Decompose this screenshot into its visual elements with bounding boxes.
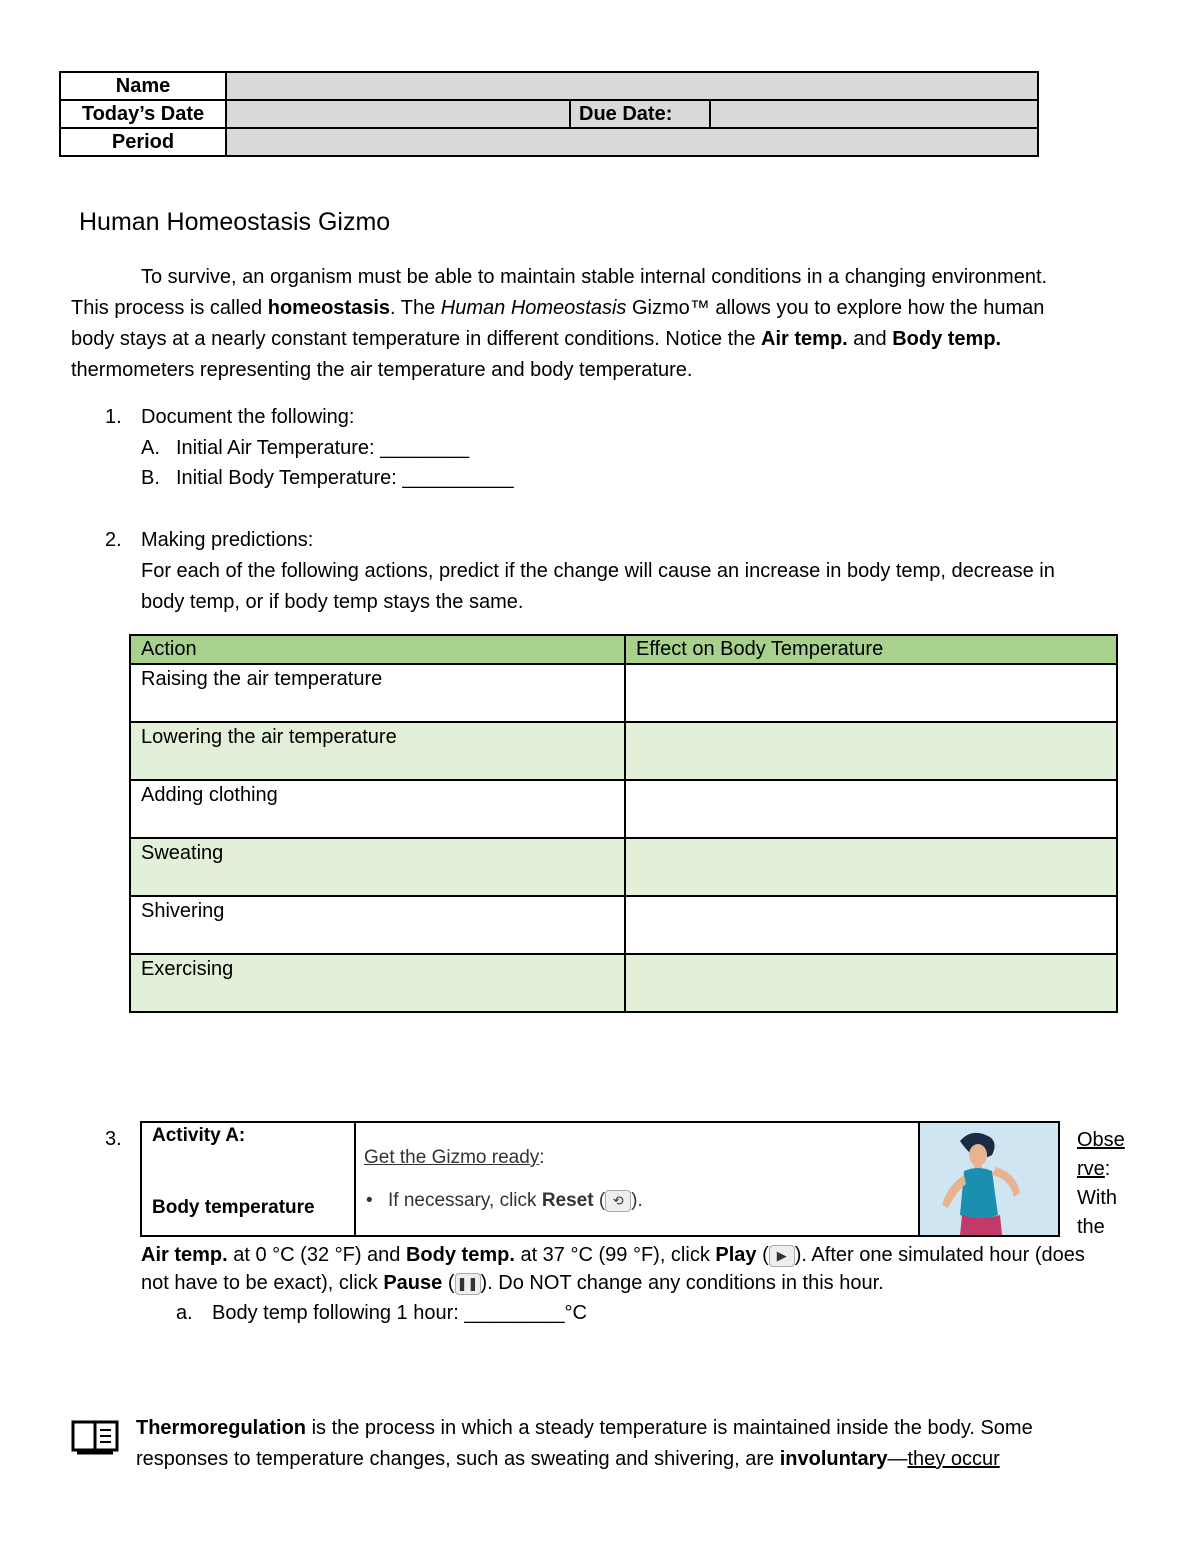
- table-row-action: Shivering: [130, 896, 625, 954]
- table-row-effect[interactable]: [625, 664, 1117, 722]
- student-info-table: [59, 71, 1039, 157]
- period-label: Period: [60, 128, 226, 156]
- table-row-effect[interactable]: [625, 954, 1117, 1012]
- q3-number: 3.: [105, 1128, 122, 1150]
- table-row-action: Lowering the air temperature: [130, 722, 625, 780]
- table-row-action: Adding clothing: [130, 780, 625, 838]
- get-ready-label: Get the Gizmo ready:: [364, 1147, 545, 1168]
- q3-line-1: Air temp. at 0 °C (32 °F) and Body temp. at 37 °C (99 °F), click Play ( ▶ ). After one simulated hour (does: [141, 1244, 1085, 1266]
- q1-text: Document the following:: [141, 406, 355, 428]
- table-row-effect[interactable]: [625, 780, 1117, 838]
- period-field[interactable]: [226, 128, 1038, 156]
- due-date-label: Due Date:: [570, 100, 710, 128]
- q2-line-2: body temp, or if body temp stays the same.: [141, 591, 524, 613]
- date-field[interactable]: [226, 100, 570, 128]
- runner-illustration: [920, 1123, 1058, 1235]
- q1-b-letter: B.: [141, 467, 160, 489]
- q2-number: 2.: [105, 529, 122, 551]
- page-title: Human Homeostasis Gizmo: [79, 208, 391, 236]
- date-label: Today’s Date: [60, 100, 226, 128]
- activity-title: Activity A:: [152, 1125, 246, 1146]
- activity-title-cell: [142, 1123, 356, 1235]
- name-field[interactable]: [226, 72, 1038, 100]
- q1-a-letter: A.: [141, 437, 160, 459]
- play-icon[interactable]: ▶: [769, 1245, 795, 1267]
- book-icon: [71, 1418, 119, 1461]
- intro-line-3: body stays at a nearly constant temperature in different conditions. Notice the Air temp. and Body temp.: [71, 328, 1002, 350]
- q2-text: Making predictions:: [141, 529, 314, 551]
- footer-line-2: responses to temperature changes, such as sweating and shivering, are involuntary—they occur: [136, 1448, 1000, 1470]
- intro-line-4: thermometers representing the air temperature and body temperature.: [71, 359, 693, 381]
- table-row-effect[interactable]: [625, 838, 1117, 896]
- table-row-effect[interactable]: [625, 722, 1117, 780]
- pause-icon[interactable]: ❚❚: [455, 1273, 481, 1295]
- q3-a-letter: a.: [176, 1302, 193, 1324]
- observe-label: Obse rve: With the: [1077, 1129, 1125, 1238]
- q3-a-text[interactable]: Body temp following 1 hour: _________°C: [212, 1302, 587, 1324]
- table-row-action: Sweating: [130, 838, 625, 896]
- table-row-effect[interactable]: [625, 896, 1117, 954]
- q1-a-text[interactable]: Initial Air Temperature: ________: [176, 437, 470, 459]
- reset-instruction: • If necessary, click Reset ( ⟲ ).: [366, 1190, 643, 1212]
- activity-subtitle: Body temperature: [152, 1197, 315, 1218]
- q1-number: 1.: [105, 406, 122, 428]
- activity-instructions-cell: [356, 1123, 920, 1235]
- intro-line-2: This process is called homeostasis. The Human Homeostasis Gizmo™ allows you to explore how the human: [71, 297, 1045, 319]
- footer-line-1: Thermoregulation is the process in which a steady temperature is maintained inside the body. Some: [136, 1417, 1033, 1439]
- table-row-action: Raising the air temperature: [130, 664, 625, 722]
- q2-line-1: For each of the following actions, predict if the change will cause an increase in body temp, decrease in: [141, 560, 1055, 582]
- due-date-field[interactable]: [710, 100, 1038, 128]
- reset-icon[interactable]: ⟲: [605, 1190, 631, 1212]
- header-action: Action: [130, 635, 625, 664]
- header-effect: Effect on Body Temperature: [625, 635, 1117, 664]
- prediction-table: [129, 634, 1118, 1013]
- table-row-action: Exercising: [130, 954, 625, 1012]
- intro-line-1: To survive, an organism must be able to maintain stable internal conditions in a changing environment.: [141, 266, 1048, 288]
- name-label: Name: [60, 72, 226, 100]
- runner-image: [920, 1123, 1058, 1235]
- q3-line-2: not have to be exact), click Pause ( ❚❚ ). Do NOT change any conditions in this hour.: [141, 1272, 884, 1294]
- q1-b-text[interactable]: Initial Body Temperature: __________: [176, 467, 514, 489]
- activity-box: [140, 1121, 1060, 1237]
